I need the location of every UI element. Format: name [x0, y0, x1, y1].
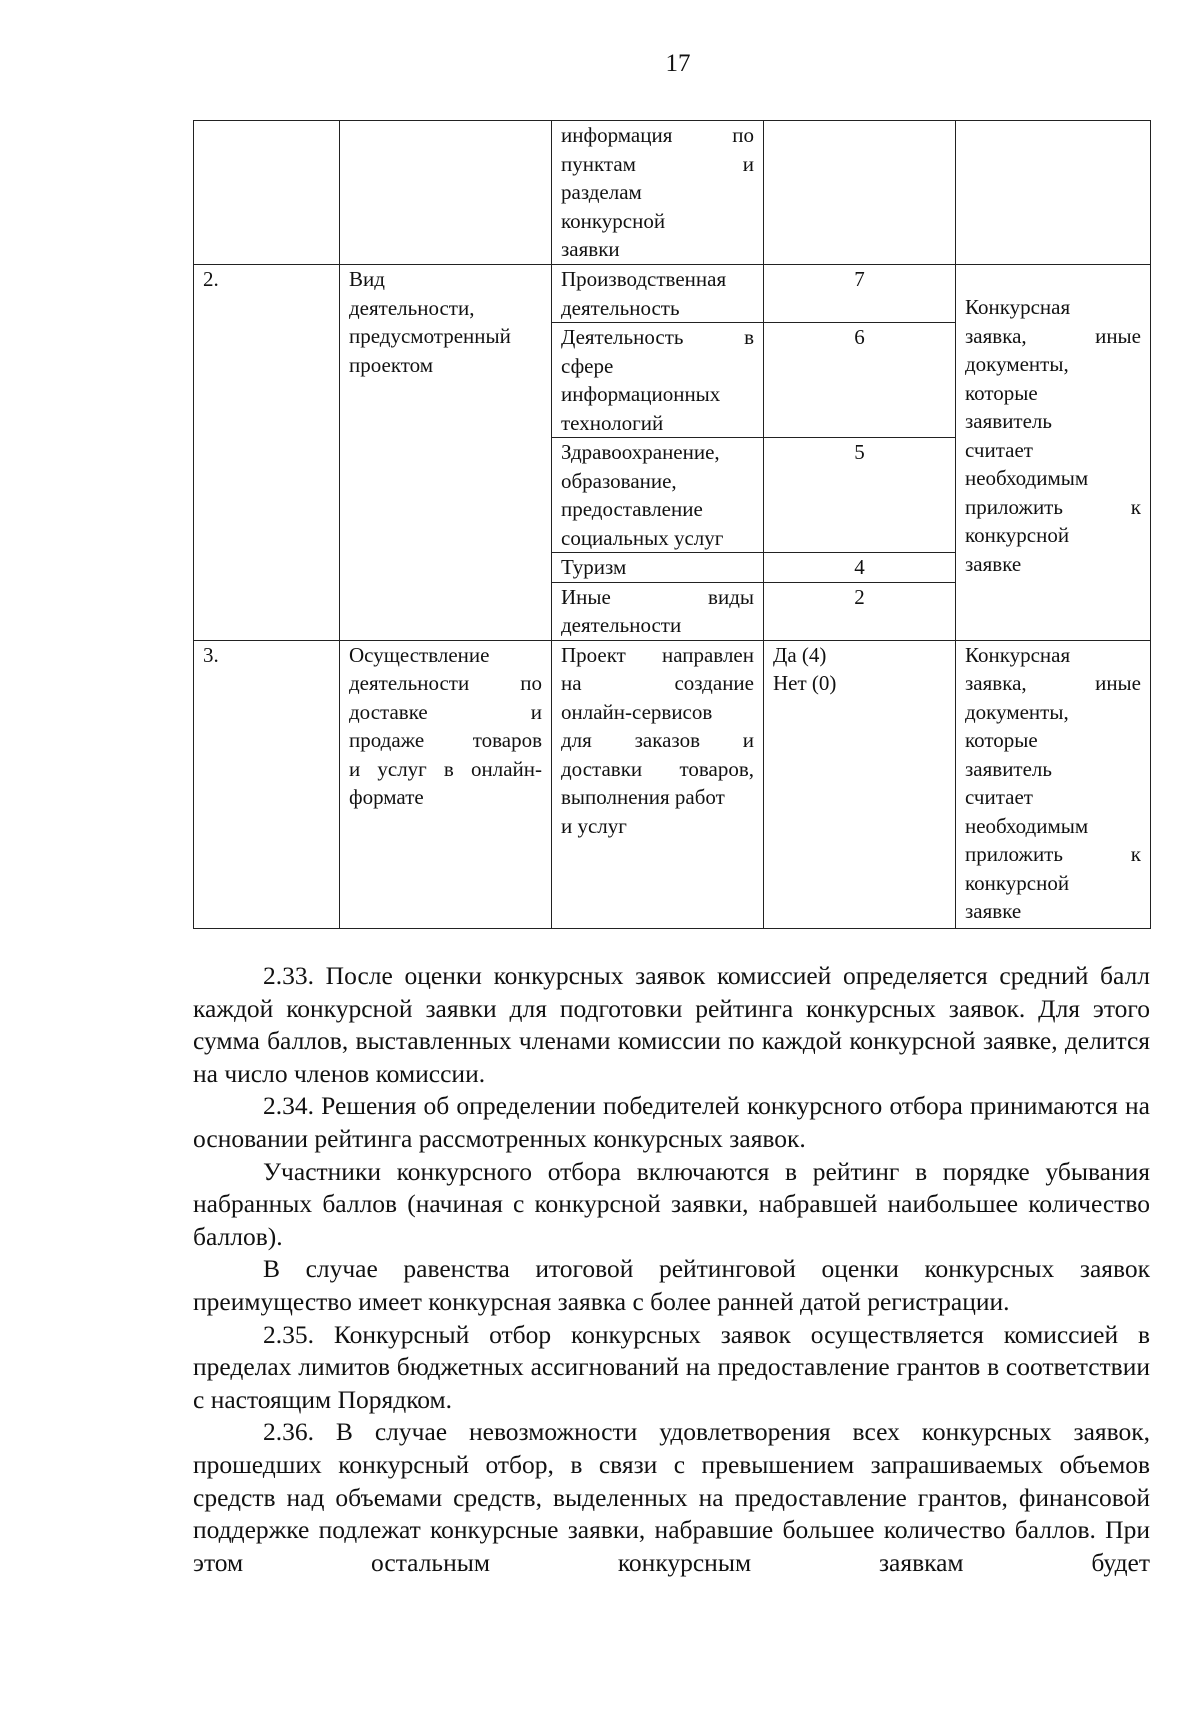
documents-cell: [956, 640, 1151, 928]
row-number-cell: 3.: [194, 640, 340, 928]
paragraph-2-35: 2.35. Конкурсный отбор конкурсных заявок осуществляется комиссией в пределах лимитов бюджетных ассигнований на предоставление грантов в соответствии с настоящим Порядком.: [193, 1319, 1150, 1414]
documents-line: конкурсной: [965, 870, 1070, 895]
option-line: заявки: [561, 237, 620, 261]
documents-line: необходимым: [965, 813, 1089, 838]
paragraph-2-34: 2.34. Решения об определении победителей конкурсного отбора принимаются на основании рейтинга рассмотренных конкурсных заявок.: [193, 1091, 1150, 1153]
documents-line: которые: [965, 728, 1038, 752]
criterion-line: Осуществление: [349, 642, 490, 667]
documents-line: заявитель: [965, 756, 1052, 781]
score-line: Да (4): [773, 642, 827, 667]
option-line: конкурсной: [561, 208, 666, 233]
option-line: онлайн-сервисов: [561, 699, 713, 724]
documents-line: приложить к: [965, 494, 1141, 519]
option-line: выполнения работ: [561, 785, 725, 809]
paragraph-2-36: 2.36. В случае невозможности удовлетворения всех конкурсных заявок, прошедших конкурсный отбор, в связи с превышением запрашиваемых объемов средств над объемами средств, выделенных на предоставление грантов, финансовой поддержке подлежат конкурсные заявки, набравшие большее количество баллов. При этом остальным конкурсным заявкам будет: [193, 1417, 1150, 1577]
option-line: информационных: [561, 382, 721, 406]
option-line: Производственная: [561, 267, 727, 291]
score-cell: 5: [764, 438, 956, 553]
documents-line: заявитель: [965, 409, 1052, 433]
documents-line: Конкурсная: [965, 295, 1071, 319]
documents-line: документы,: [965, 352, 1069, 376]
option-line: Деятельность в: [561, 325, 754, 349]
paragraph-equal-rating: В случае равенства итоговой рейтинговой оценки конкурсных заявок преимущество имеет конкурсная заявка с более ранней датой регистрации.: [193, 1254, 1150, 1316]
score-line: Нет (0): [773, 671, 837, 695]
documents-line: заявка, иные: [965, 671, 1141, 695]
criterion-line: предусмотренный: [349, 324, 511, 348]
documents-line: документы,: [965, 699, 1069, 724]
option-cell: [552, 582, 764, 640]
documents-line: заявке: [965, 899, 1022, 923]
paragraph-2-33: 2.33. После оценки конкурсных заявок комиссией определяется средний балл каждой конкурсной заявки для подготовки рейтинга конкурсных заявок. Для этого сумма баллов, выставленных членами комиссии по каждой конкурсной заявке, делится на число членов комиссии.: [193, 961, 1150, 1088]
score-cell: [764, 640, 956, 928]
option-cell: [552, 323, 764, 438]
documents-line: Конкурсная: [965, 642, 1071, 667]
criteria-table: [193, 120, 1151, 929]
documents-line: заявке: [965, 551, 1022, 576]
score-cell: 2: [764, 582, 956, 640]
option-line: деятельность: [561, 295, 680, 320]
option-line: информация по: [561, 123, 754, 147]
option-line: предоставление: [561, 497, 703, 521]
criterion-line: Вид: [349, 267, 385, 291]
documents-line: приложить к: [965, 842, 1141, 866]
score-cell: 6: [764, 323, 956, 438]
documents-line: конкурсной: [965, 523, 1070, 547]
option-line: деятельности: [561, 613, 682, 637]
option-line: сфере: [561, 353, 614, 378]
option-line: пунктам и: [561, 151, 754, 176]
score-cell: 7: [764, 265, 956, 323]
criterion-cell: [340, 121, 552, 265]
option-line: для заказов и: [561, 728, 754, 752]
criterion-cell: [340, 640, 552, 928]
score-cell: 4: [764, 553, 956, 583]
option-cell: [552, 438, 764, 553]
documents-line: которые: [965, 380, 1038, 405]
row-number-cell: [194, 121, 340, 265]
option-line: Иные виды: [561, 584, 754, 609]
option-line: Здравоохранение,: [561, 440, 720, 464]
option-line: Проект направлен: [561, 642, 754, 667]
page-number: 17: [665, 50, 691, 77]
criterion-cell: [340, 265, 552, 641]
criterion-line: формате: [349, 785, 424, 809]
table-row: [194, 265, 1151, 323]
option-line: разделам: [561, 180, 642, 204]
criterion-line: доставке и: [349, 699, 542, 724]
table-row: [194, 121, 1151, 265]
paragraph-rating-participants: Участники конкурсного отбора включаются в рейтинг в порядке убывания набранных баллов (начиная с конкурсной заявки, набравшей наибольшее количество баллов).: [193, 1156, 1150, 1251]
documents-line: заявка, иные: [965, 323, 1141, 348]
row-number-cell: 2.: [194, 265, 340, 641]
criterion-line: деятельности,: [349, 295, 475, 320]
option-cell: [552, 553, 764, 583]
criterion-line: деятельности по: [349, 671, 542, 695]
documents-line: считает: [965, 437, 1033, 462]
documents-cell: [956, 121, 1151, 265]
option-line: образование,: [561, 468, 677, 493]
criterion-line: продаже товаров: [349, 728, 542, 752]
table-row: [194, 640, 1151, 928]
documents-line: необходимым: [965, 466, 1089, 490]
criterion-line: проектом: [349, 352, 434, 377]
option-line: доставки товаров,: [561, 756, 754, 781]
documents-line: считает: [965, 785, 1033, 809]
option-cell: [552, 121, 764, 265]
option-line: на создание: [561, 671, 754, 695]
option-line: Туризм: [561, 555, 627, 579]
documents-cell: [956, 265, 1151, 641]
score-cell: [764, 121, 956, 265]
option-cell: [552, 640, 764, 928]
option-line: технологий: [561, 410, 664, 435]
option-line: и услуг: [561, 813, 627, 838]
option-line: социальных услуг: [561, 525, 724, 550]
body-text: [193, 960, 1150, 1579]
option-cell: [552, 265, 764, 323]
criterion-line: и услуг в онлайн-: [349, 756, 542, 781]
